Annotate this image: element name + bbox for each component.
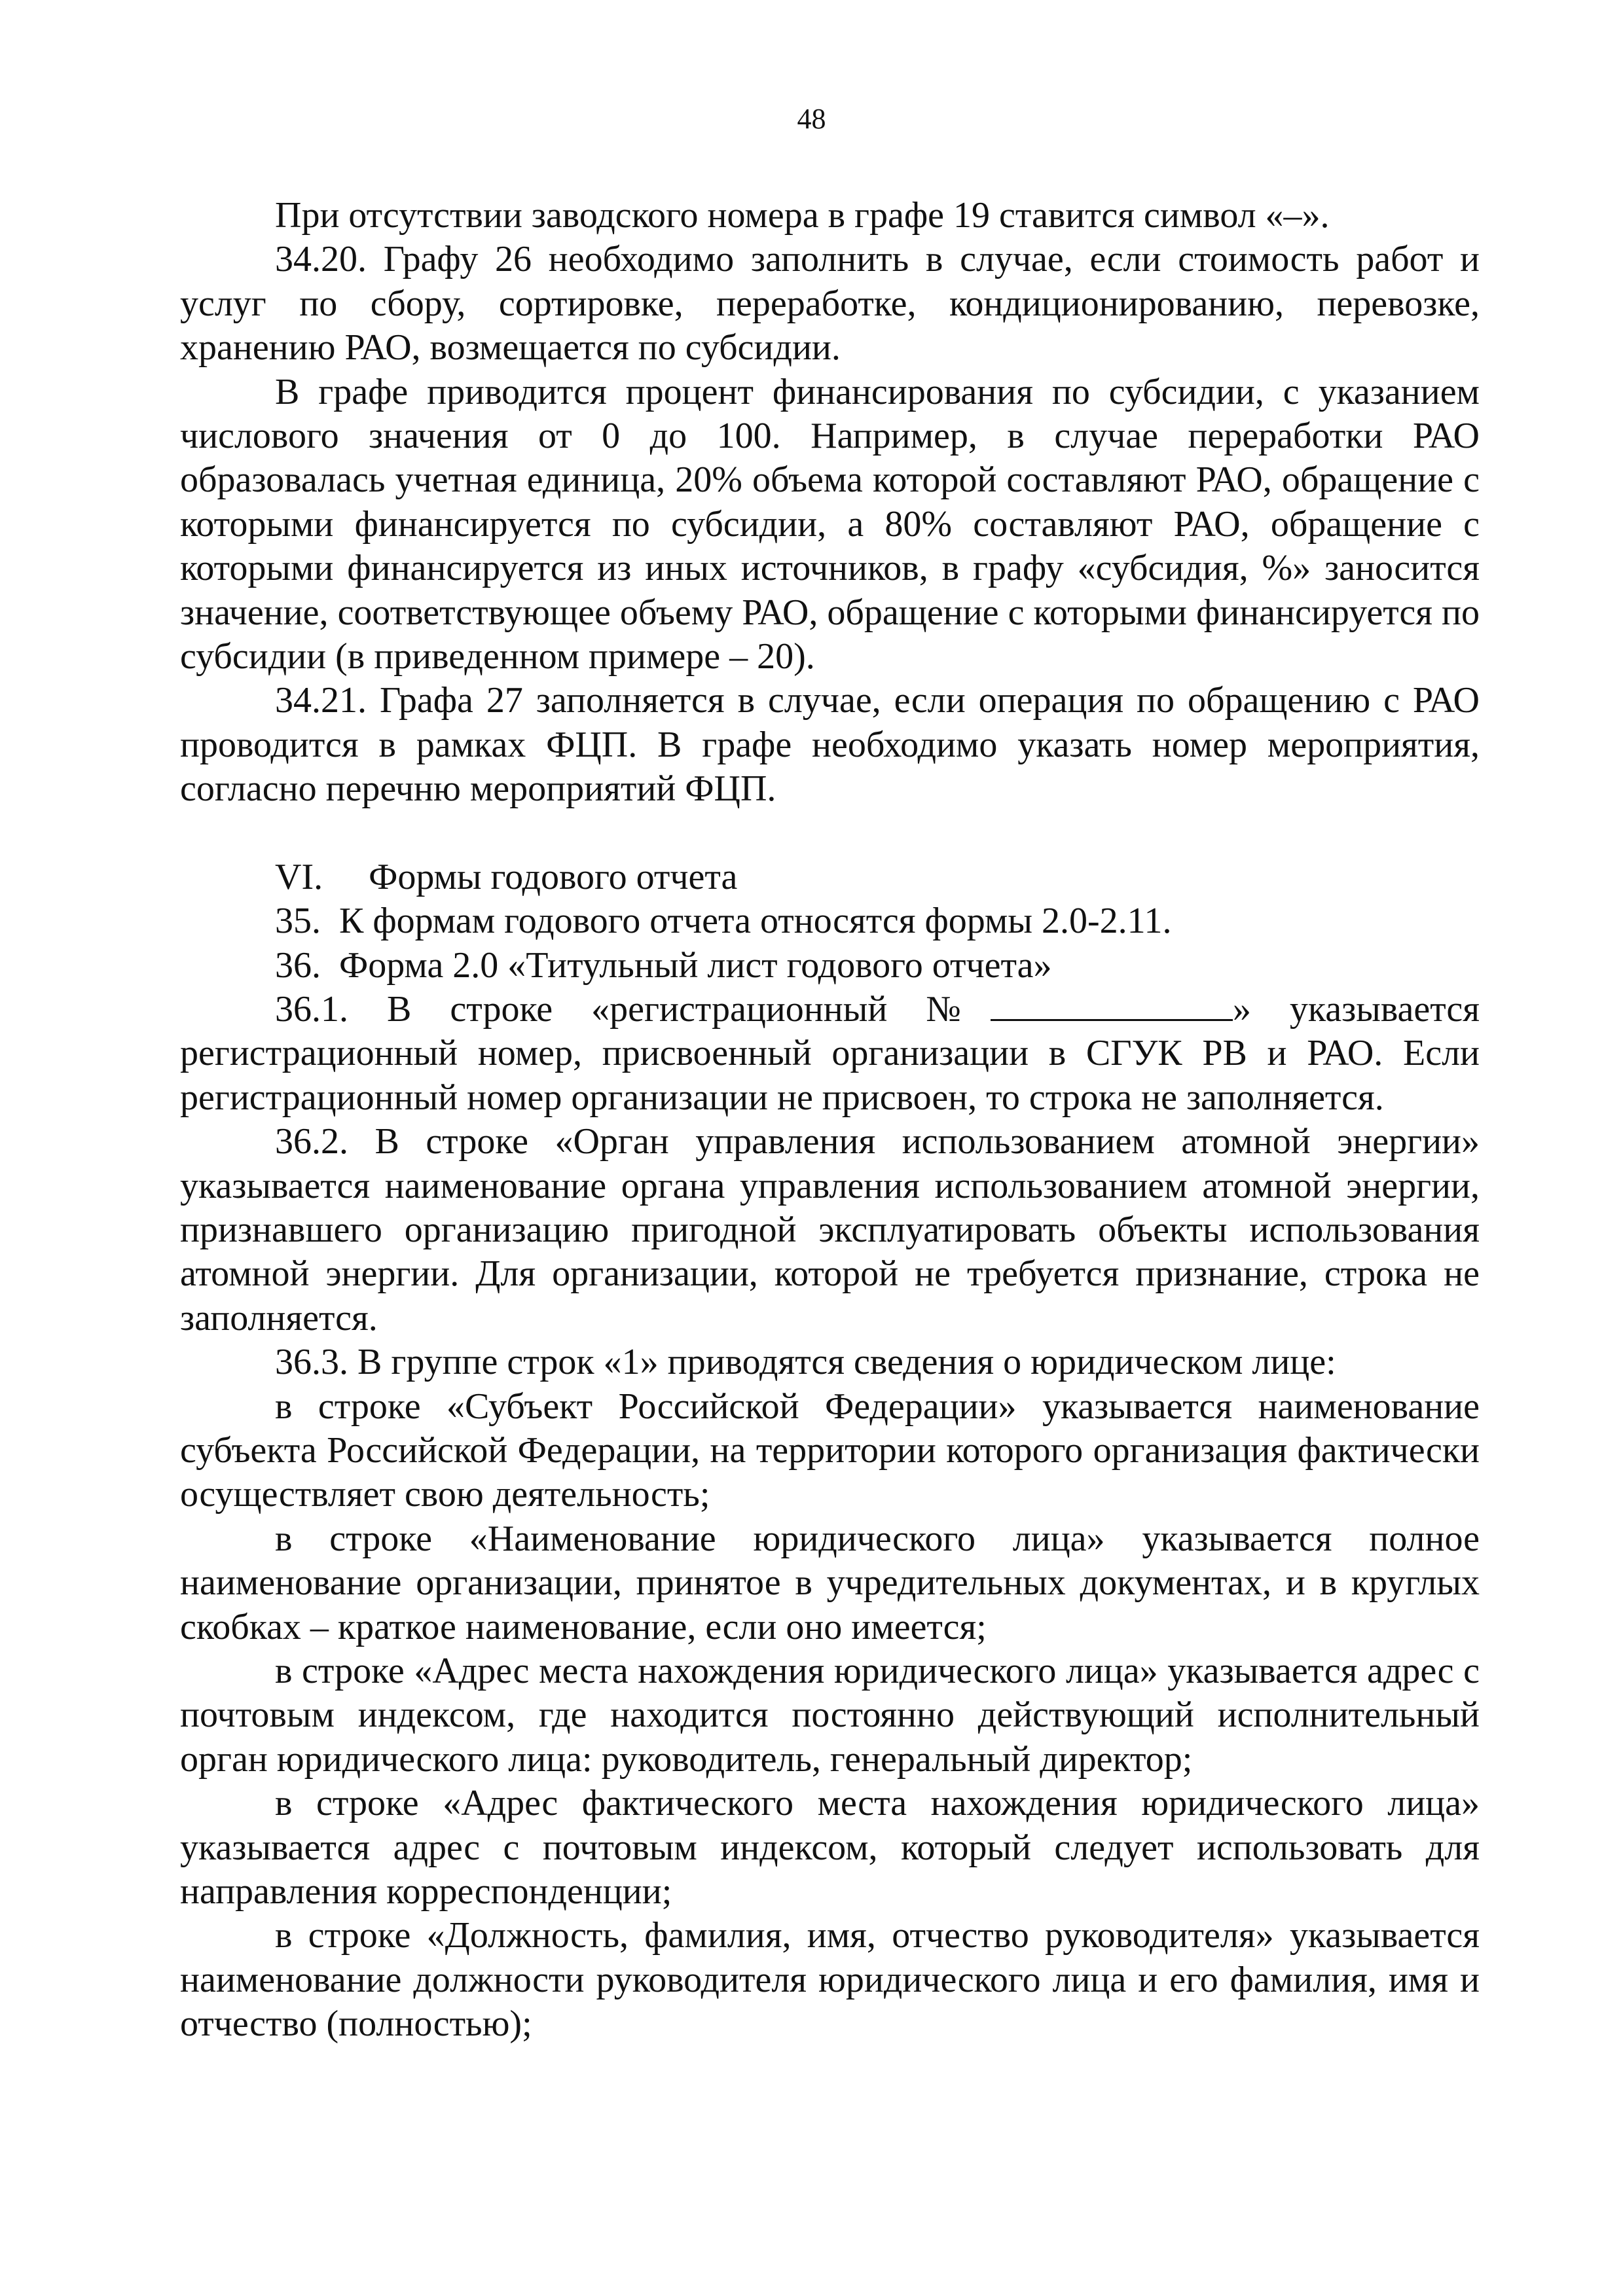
paragraph-36-3: 36.3. В группе строк «1» приводятся сведения о юридическом лице:: [275, 1342, 1336, 1383]
paragraph-subject-rf: в строке «Субъект Российской Федерации» указывается наименование субъекта Российской Федерации, на территории которого организация фактически осуществляет свою деятельность;: [180, 1386, 1480, 1515]
registration-number-blank: [991, 990, 1233, 1021]
paragraph-serial-number-note: При отсутствии заводского номера в графе 19 ставится символ «–».: [275, 195, 1330, 236]
section-heading-vi: VI. Формы годового отчета: [275, 856, 738, 897]
paragraph-actual-address: в строке «Адрес фактического места нахождения юридического лица» указывается адрес с почтовым индексом, который следует использовать для направления корреспонденции;: [180, 1783, 1480, 1912]
page-number: 48: [797, 103, 826, 135]
paragraph-34-21: 34.21. Графа 27 заполняется в случае, если операция по обращению с РАО проводится в рамках ФЦП. В графе необходимо указать номер мероприятия, согласно перечню мероприятий ФЦП.: [180, 680, 1480, 810]
paragraph-35: 35. К формам годового отчета относятся формы 2.0-2.11.: [275, 901, 1172, 942]
paragraph-legal-entity-name: в строке «Наименование юридического лица» указывается полное наименование организации, принятое в учредительных документах, и в круглых скобках – краткое наименование, если оно имеется;: [180, 1518, 1480, 1647]
paragraph-36-1: [180, 988, 1480, 1120]
paragraph-head-position: в строке «Должность, фамилия, имя, отчество руководителя» указывается наименование должности руководителя юридического лица и его фамилия, имя и отчество (полностью);: [180, 1915, 1480, 2045]
paragraph-subsidy-percent: В графе приводится процент финансирования по субсидии, с указанием числового значения от 0 до 100. Например, в случае переработки РАО образовалась учетная единица, 20% объема которой составляют РАО, обращение с которыми финансируется по субсидии, а 80% составляют РАО, обращение с которыми финансируется из иных источников, в графу «субсидия, %» заносится значение, соответствующее объему РАО, обращение с которыми финансируется по субсидии (в приведенном примере – 20).: [180, 371, 1480, 677]
paragraph-36-1-end: » указывается регистрационный номер, присвоенный организации в СГУК РВ и РАО. Если регистрационный номер организации не присвоен, то строка не заполняется.: [180, 988, 1480, 1118]
paragraph-36: 36. Форма 2.0 «Титульный лист годового отчета»: [275, 944, 1052, 986]
paragraph-legal-address: в строке «Адрес места нахождения юридического лица» указывается адрес с почтовым индексом, где находится постоянно действующий исполнительный орган юридического лица: руководитель, генеральный директор;: [180, 1651, 1480, 1780]
document-body: [180, 194, 1480, 2047]
paragraph-36-1-start: 36.1. В строке «регистрационный №: [275, 988, 991, 1030]
paragraph-34-20: 34.20. Графу 26 необходимо заполнить в случае, если стоимость работ и услуг по сбору, сортировке, переработке, кондиционированию, перевозке, хранению РАО, возмещается по субсидии.: [180, 239, 1480, 368]
paragraph-36-2: 36.2. В строке «Орган управления использованием атомной энергии» указывается наименование органа управления использованием атомной энергии, признавшего организацию пригодной эксплуатировать объекты использования атомной энергии. Для организации, которой не требуется признание, строка не заполняется.: [180, 1121, 1480, 1338]
